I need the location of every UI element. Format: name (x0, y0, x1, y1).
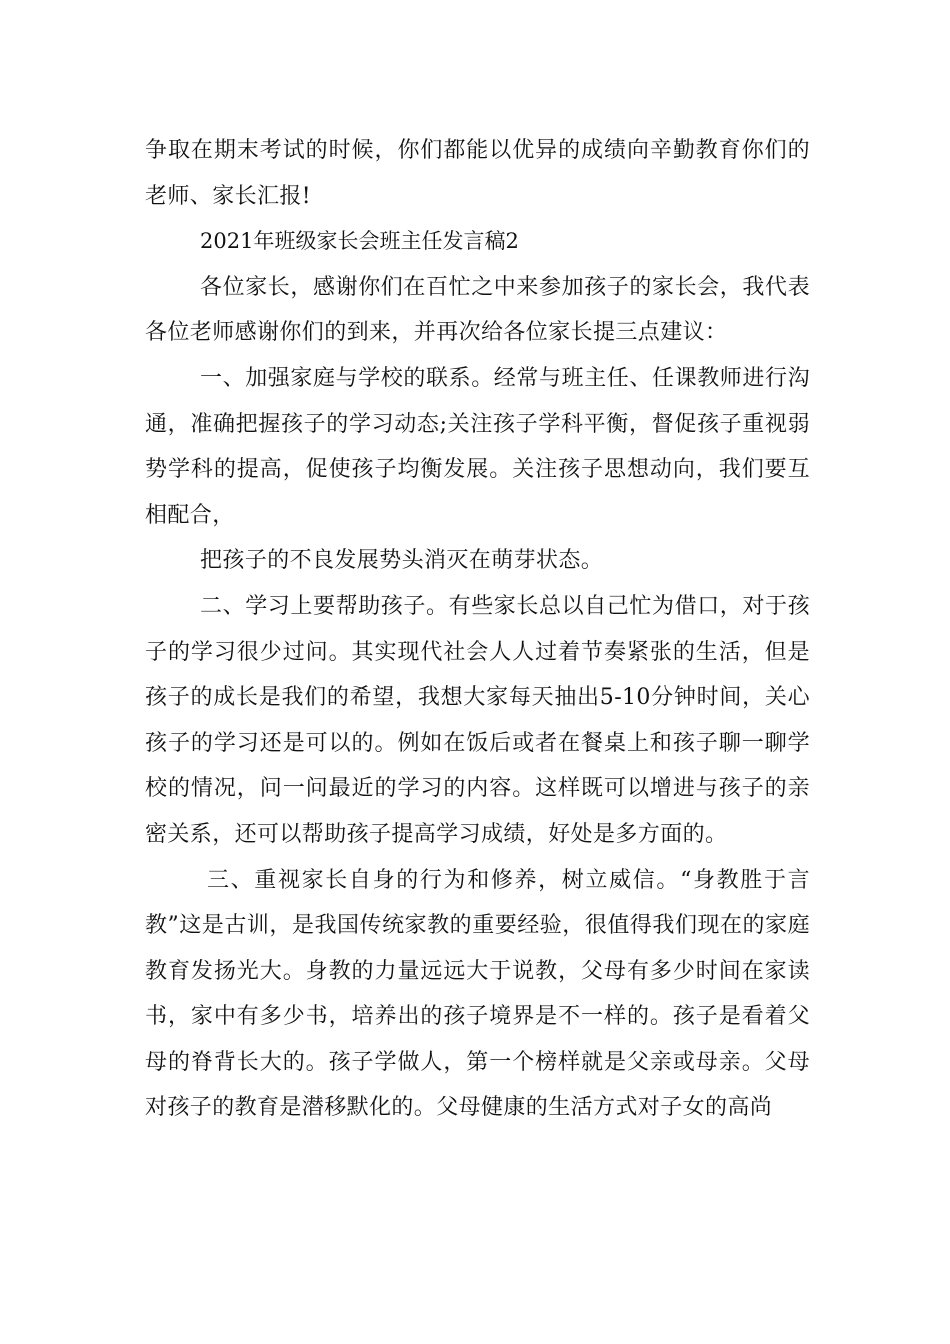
paragraph-suggestion-1-cont: 把孩子的不良发展势头消灭在萌芽状态。 (200, 548, 604, 574)
paragraph-continuation: 争取在期末考试的时候，你们都能以优异的成绩向辛勤教育你们的老师、家长汇报! (145, 138, 810, 209)
section-heading: 2021年班级家长会班主任发言稿2 (200, 229, 519, 254)
paragraph-suggestion-2: 二、学习上要帮助孩子。有些家长总以自己忙为借口，对于孩子的学习很少过问。其实现代社会人人过着节奏紧张的生活，但是孩子的成长是我们的希望，我想大家每天抽出5-10分钟时间，关心孩子的学习还是可以的。例如在饭后或者在餐桌上和孩子聊一聊学校的情况，问一问最近的学习的内容。这样既可以增进与孩子的亲密关系，还可以帮助孩子提高学习成绩，好处是多方面的。 (145, 593, 810, 847)
paragraph-greeting: 各位家长，感谢你们在百忙之中来参加孩子的家长会，我代表各位老师感谢你们的到来，并再次给各位家长提三点建议： (145, 274, 810, 346)
paragraph-suggestion-3: 三、重视家长自身的行为和修养，树立威信。“身教胜于言教”这是古训，是我国传统家教的重要经验，很值得我们现在的家庭教育发扬光大。身教的力量远远大于说教，父母有多少时间在家读书，家中有多少书，培养出的孩子境界是不一样的。孩子是看着父母的脊背长大的。孩子学做人，第一个榜样就是父亲或母亲。父母对孩子的教育是潜移默化的。父母健康的生活方式对子女的高尚 (145, 867, 810, 1121)
paragraph-suggestion-1: 一、加强家庭与学校的联系。经常与班主任、任课教师进行沟通，准确把握孩子的学习动态;关注孩子学科平衡，督促孩子重视弱势学科的提高，促使孩子均衡发展。关注孩子思想动向，我们要互相配合， (145, 365, 810, 528)
document-body (145, 128, 810, 1131)
